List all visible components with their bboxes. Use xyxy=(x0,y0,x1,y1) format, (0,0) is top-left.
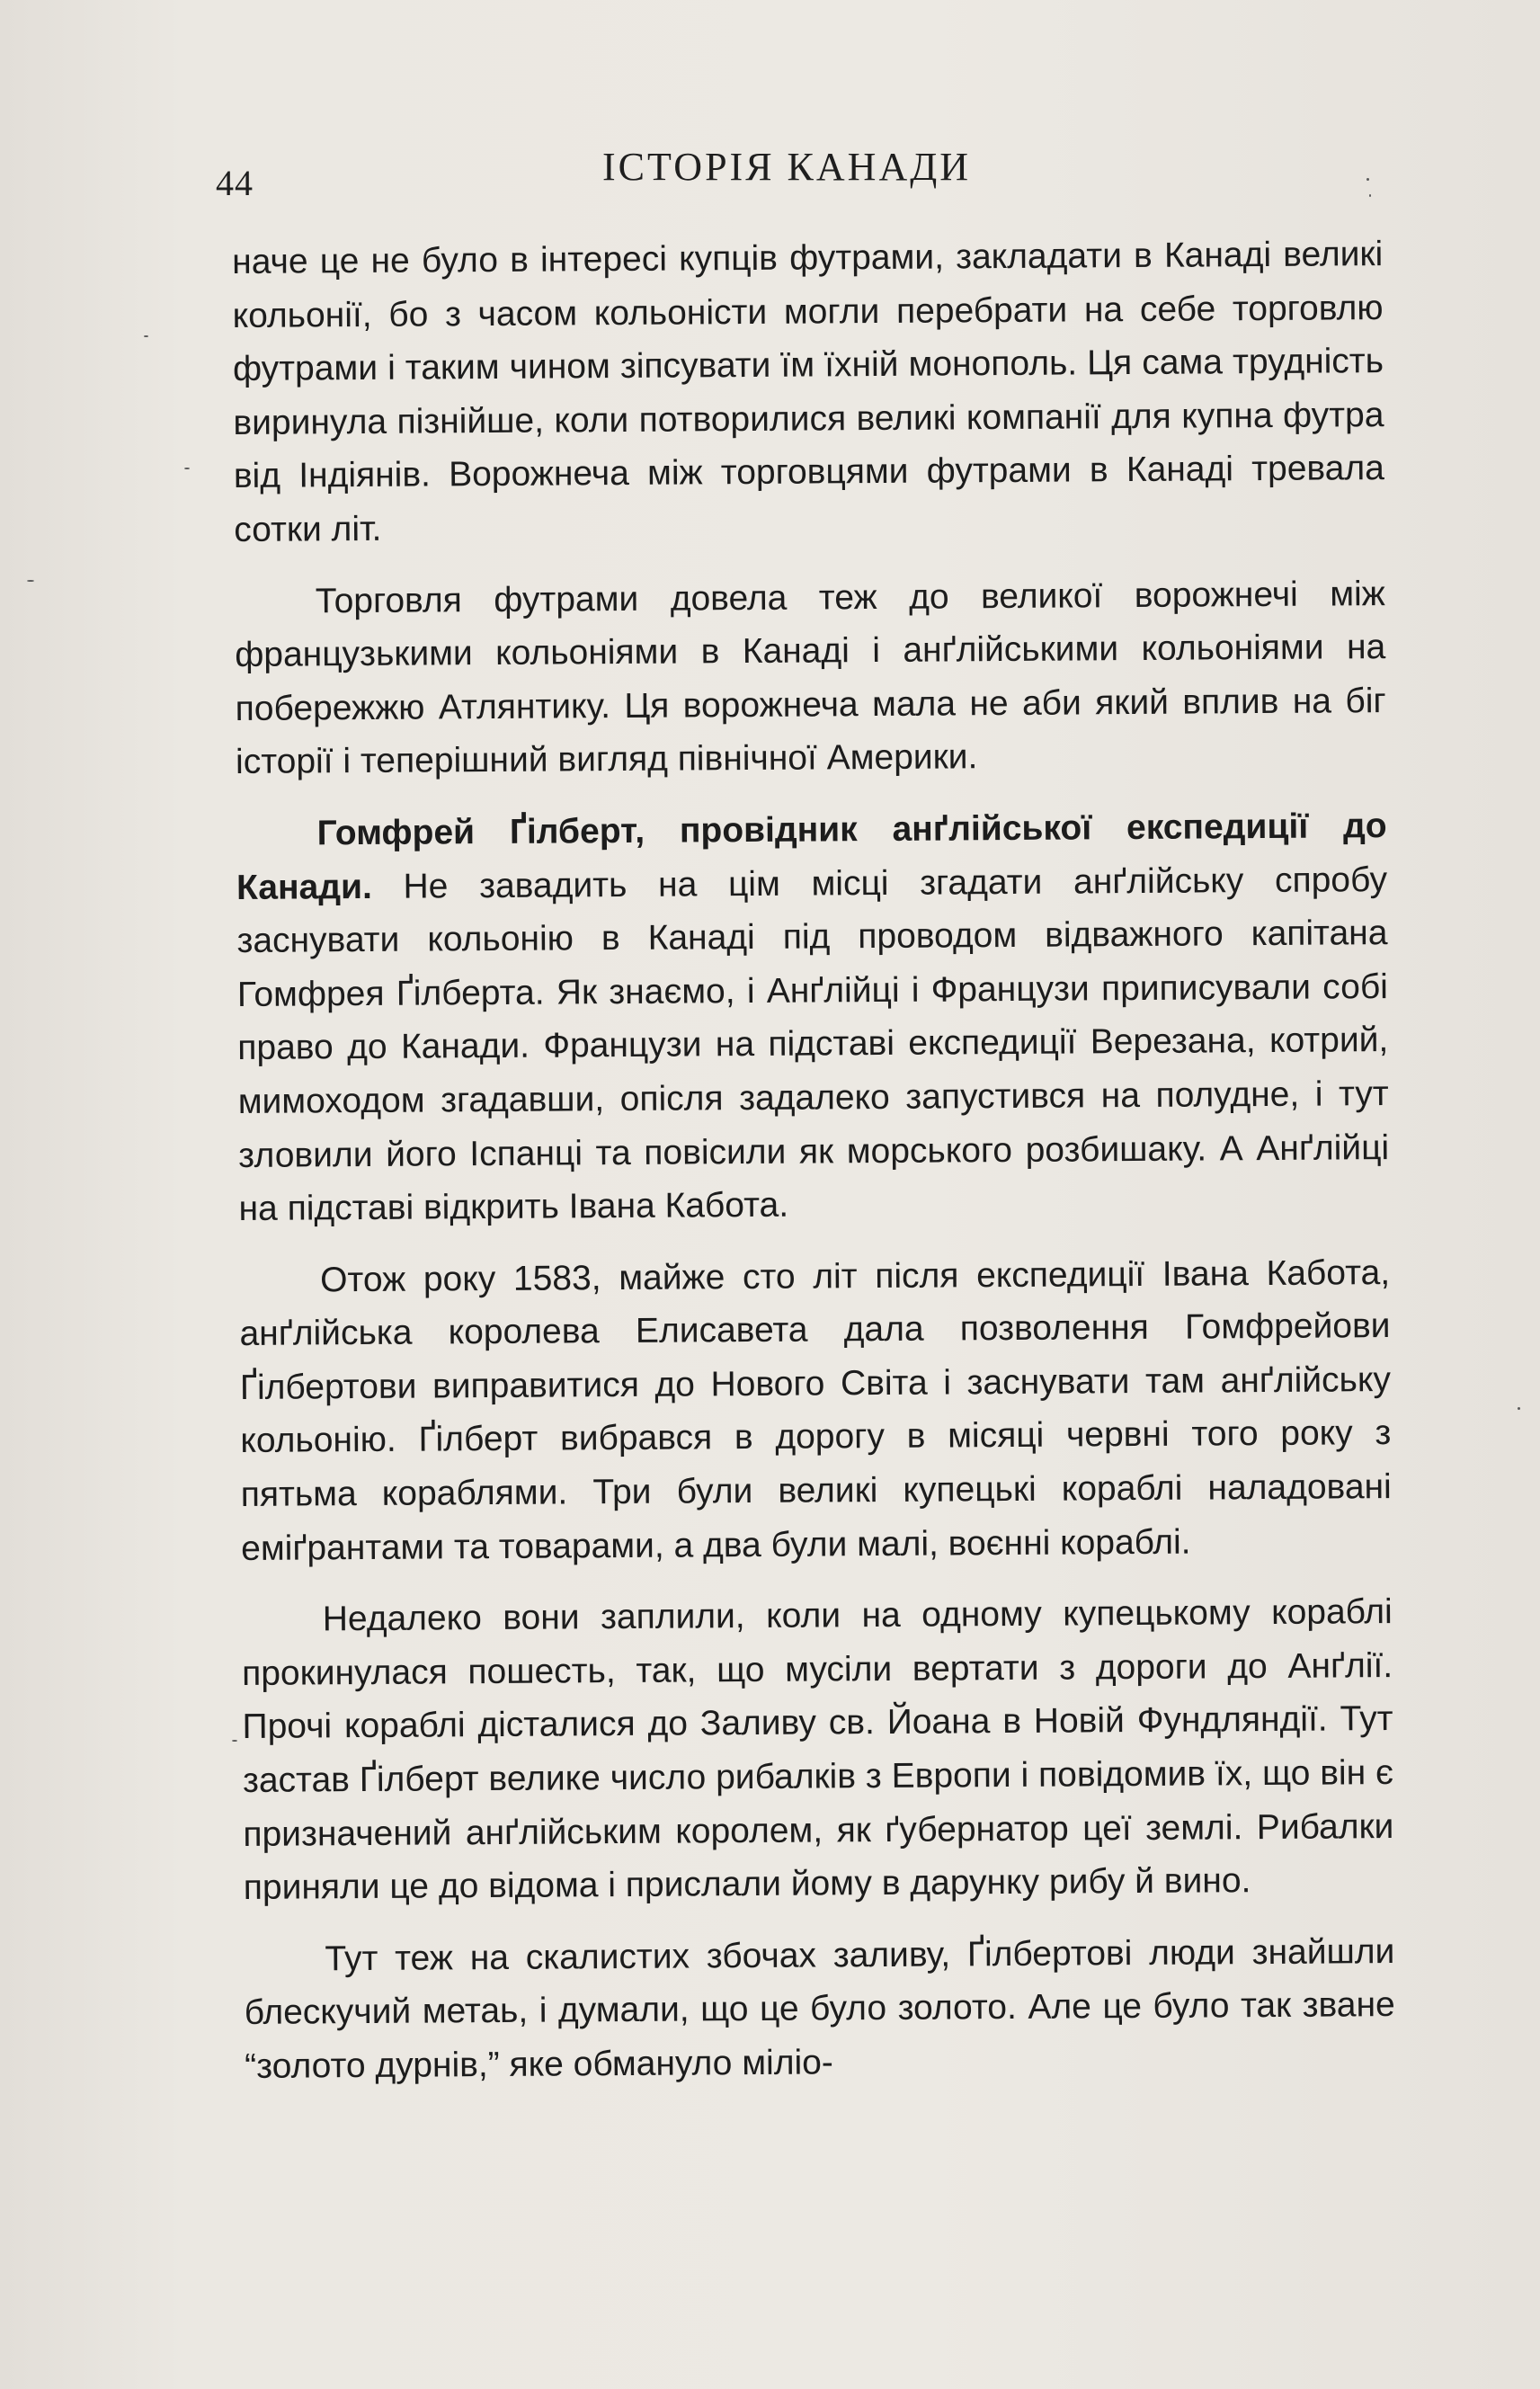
paragraph-2 xyxy=(235,567,1387,789)
scan-speck xyxy=(1366,178,1369,181)
paragraph-1 xyxy=(232,227,1384,557)
paragraph-lead: Гомфрей Ґілберт, провідник анґлійської експедиції до Канади. xyxy=(236,806,1387,907)
running-title: ІСТОРІЯ КАНАДИ xyxy=(602,145,972,189)
paragraph-3 xyxy=(236,799,1389,1236)
paragraph-4 xyxy=(239,1246,1392,1575)
paragraph-5 xyxy=(242,1585,1394,1914)
paragraph-6 xyxy=(244,1925,1395,2094)
scan-speck xyxy=(1369,194,1371,197)
scan-speck xyxy=(144,335,148,337)
paragraph-text: Торговля футрами довела теж до великої ворожнечі між французькими кольоніями в Канаді і анґлійськими кольоніями на побережжю Атлянтику. Ця ворожнеча мала не аби який вплив на біг історії і теперішний вигляд північної Америки. xyxy=(235,574,1386,782)
paragraph-text: Отож року 1583, майже сто літ після експедиції Івана Кабота, анґлійська королева Елисавета дала позволення Гомфрейови Ґілбертови виправитися до Нового Світа і заснувати там анґлійську кольонію. Ґілберт вибрався в дорогу в місяці червні того року з пятьма кораблями. Три були великі купецькі кораблі наладовані еміґрантами та товарами, а два були малі, воєнні кораблі. xyxy=(239,1252,1392,1568)
paragraph-text: наче це не було в інтересі купців футрами, закладати в Канаді великі кольонії, бо з часом кольоністи могли перебрати на себе торговлю футрами і таким чином зіпсувати їм їхній монополь. Ця сама трудність виринула пізнійше, коли потворилися великі компанії для купна футра від Індіянів. Ворожнеча між торговцями футрами в Канаді тревала сотки літ. xyxy=(232,235,1384,549)
paragraph-text: Не завадить на цім місці згадати анґлійську спробу заснувати кольонію в Канаді під проводом відважного капітана Гомфрея Ґілберта. Як знаємо, і Анґлійці і Французи приписували собі право до Канади. Французи на підставі експедиції Верезана, котрий, мимоходом згадавши, опісля задалеко запустився на полудне, і тут зловили його Іспанці та повісили як морського розбишаку. А Анґлійці на підставі відкрить Івана Кабота. xyxy=(236,860,1390,1229)
scan-speck xyxy=(1518,1407,1520,1410)
paragraph-text: Недалеко вони заплили, коли на одному купецькому кораблі прокинулася пошесть, так, що мусіли вертати з дороги до Анґлії. Прочі кораблі дісталися до Заливу св. Йоана в Новій Фундляндії. Тут застав Ґілберт велике число рибалків з Европи і повідомив їх, що він є призначений анґлійським королем, як ґубернатор цеї землі. Рибалки приняли це до відома і прислали йому в дарунку рибу й вино. xyxy=(242,1592,1394,1908)
body-text xyxy=(232,227,1396,2111)
paragraph-text: Тут теж на скалистих збочах заливу, Ґілбертові люди знайшли блескучий метаь, і думали, що це було золото. Але це було так зване “золото дурнів,” яке обмануло міліо- xyxy=(244,1931,1395,2086)
scan-speck xyxy=(184,468,190,469)
scan-speck xyxy=(27,580,34,582)
page-number: 44 xyxy=(216,163,254,203)
scan-speck xyxy=(232,1740,237,1742)
page-header xyxy=(216,135,1402,207)
